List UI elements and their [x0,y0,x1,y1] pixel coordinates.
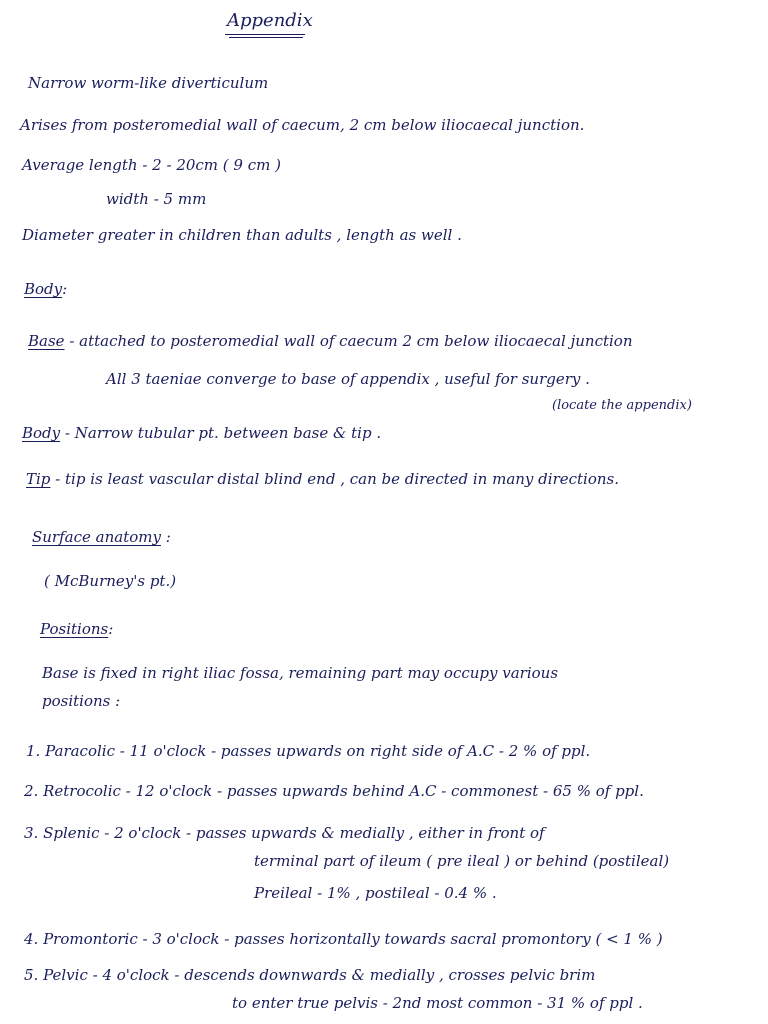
intro-line-5: Diameter greater in children than adults , length as well . [22,226,462,244]
intro-line-1: Narrow worm-like diverticulum [28,74,269,92]
surface-heading [32,528,171,546]
base-line-3: (locate the appendix) [552,398,692,413]
body-part-label: Body [22,424,61,442]
tip-text: - tip is least vascular distal blind end , can be directed in many directions. [50,470,620,488]
base-line-2: All 3 taeniae converge to base of appendix , useful for surgery . [106,370,590,388]
title-underline [225,34,305,35]
base-text: - attached to posteromedial wall of caecum 2 cm below iliocaecal junction [64,332,633,350]
position-splenic: 3. Splenic - 2 o'clock - passes upwards & medially , either in front of [24,824,545,842]
body-heading [24,280,67,298]
positions-heading-text: Positions [40,620,109,638]
intro-line-4: width - 5 mm [106,190,207,208]
position-retrocolic: 2. Retrocolic - 12 o'clock - passes upwards behind A.C - commonest - 65 % of ppl. [24,782,644,800]
surface-heading-colon: : [160,528,171,546]
mcburney-point: ( McBurney's pt.) [44,572,177,590]
position-splenic-3: Preileal - 1% , postileal - 0.4 % . [254,884,497,902]
position-paracolic: 1. Paracolic - 11 o'clock - passes upwards on right side of A.C - 2 % of ppl. [26,742,591,760]
body-heading-colon: : [62,280,68,298]
intro-line-2: Arises from posteromedial wall of caecum, 2 cm below iliocaecal junction. [20,116,585,134]
base-label: Base [28,332,65,350]
position-pelvic: 5. Pelvic - 4 o'clock - descends downwards & medially , crosses pelvic brim [24,966,596,984]
tip-label: Tip [26,470,51,488]
title-underline-second [229,37,303,38]
body-part-line [22,424,381,442]
positions-heading [40,620,113,638]
positions-intro-2: positions : [42,692,121,710]
base-line [28,332,633,350]
positions-intro-1: Base is fixed in right iliac fossa, remaining part may occupy various [42,664,559,682]
tip-line [26,470,619,488]
position-pelvic-2: to enter true pelvis - 2nd most common - 31 % of ppl . [232,994,643,1012]
positions-heading-colon: : [108,620,114,638]
page-title: Appendix [227,10,313,31]
position-promontoric: 4. Promontoric - 3 o'clock - passes horizontally towards sacral promontory ( < 1 % ) [24,930,663,948]
body-part-text: - Narrow tubular pt. between base & tip . [60,424,382,442]
position-splenic-2: terminal part of ileum ( pre ileal ) or behind (postileal) [254,852,670,870]
surface-heading-text: Surface anatomy [32,528,161,546]
body-heading-text: Body [24,280,63,298]
intro-line-3: Average length - 2 - 20cm ( 9 cm ) [22,156,281,174]
